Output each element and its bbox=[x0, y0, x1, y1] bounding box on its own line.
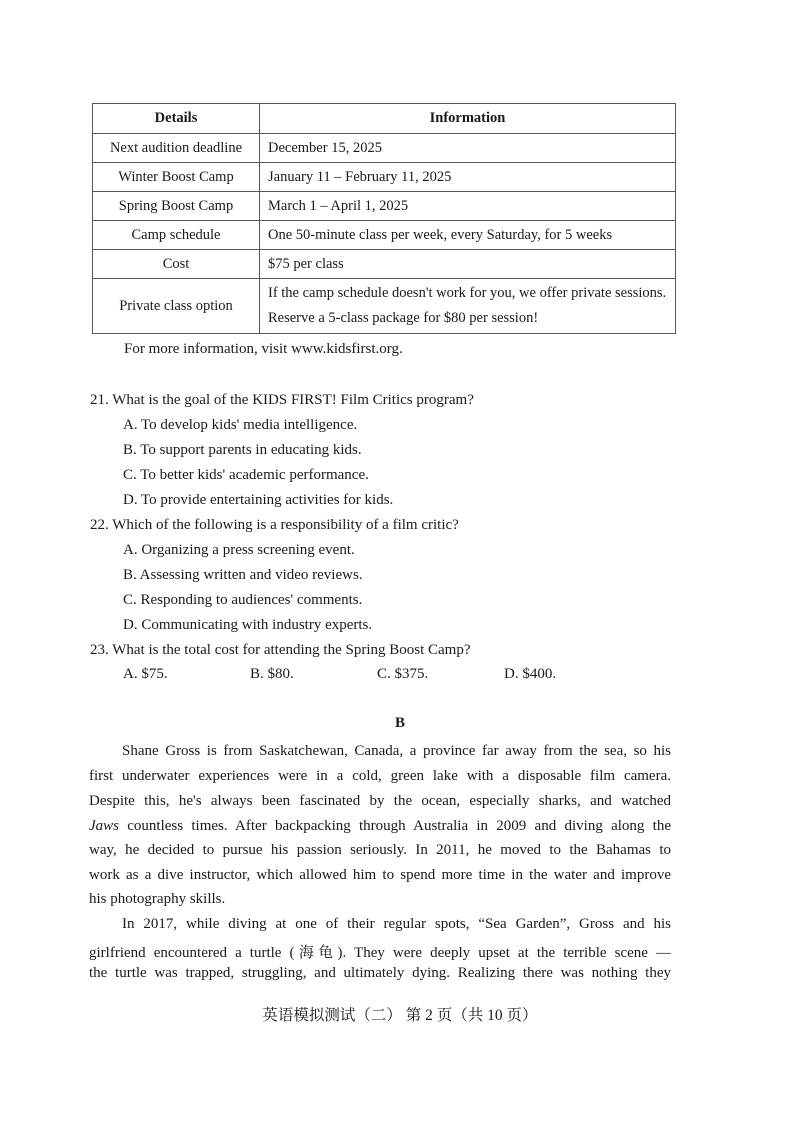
table-row bbox=[93, 192, 676, 221]
passage-line: work as a dive instructor, which allowed him to spend more time in the water and improve bbox=[89, 867, 671, 883]
option: C. To better kids' academic performance. bbox=[123, 467, 369, 483]
table-row bbox=[93, 279, 676, 334]
table-row bbox=[93, 221, 676, 250]
passage-line: the turtle was trapped, struggling, and ultimately dying. Realizing there was nothing they bbox=[89, 965, 671, 981]
table-row bbox=[93, 163, 676, 192]
header-details: Details bbox=[93, 104, 260, 134]
more-info-text: For more information, visit www.kidsfirst.org. bbox=[124, 341, 403, 357]
option: D. Communicating with industry experts. bbox=[123, 617, 373, 633]
detail-cell: Private class option bbox=[93, 279, 260, 334]
passage-line: In 2017, while diving at one of their regular spots, “Sea Garden”, Gross and his bbox=[122, 916, 671, 932]
question-21: 21. What is the goal of the KIDS FIRST! Film Critics program? bbox=[90, 392, 474, 408]
option: C. Responding to audiences' comments. bbox=[123, 592, 363, 608]
option: B. $80. bbox=[250, 666, 294, 682]
camp-info-table bbox=[92, 103, 676, 334]
detail-cell: Spring Boost Camp bbox=[93, 192, 260, 221]
question-22: 22. Which of the following is a responsibility of a film critic? bbox=[90, 517, 459, 533]
info-cell: March 1 – April 1, 2025 bbox=[260, 192, 676, 221]
jaws-title: Jaws bbox=[89, 818, 119, 834]
passage-line: girlfriend encountered a turtle (海龟). They were deeply upset at the terrible scene — bbox=[89, 945, 671, 961]
detail-cell: Cost bbox=[93, 250, 260, 279]
option: A. To develop kids' media intelligence. bbox=[123, 417, 358, 433]
option: A. Organizing a press screening event. bbox=[123, 542, 355, 558]
passage-line: first underwater experiences were in a cold, green lake with a disposable film camera. bbox=[89, 768, 671, 784]
passage-line: his photography skills. bbox=[89, 891, 226, 907]
info-cell: January 11 – February 11, 2025 bbox=[260, 163, 676, 192]
option: B. To support parents in educating kids. bbox=[123, 442, 362, 458]
passage-line: Jaws countless times. After backpacking through Australia in 2009 and diving along the bbox=[89, 818, 671, 834]
passage-line: Shane Gross is from Saskatchewan, Canada, a province far away from the sea, so his bbox=[122, 743, 671, 759]
info-cell: $75 per class bbox=[260, 250, 676, 279]
info-cell: One 50-minute class per week, every Saturday, for 5 weeks bbox=[260, 221, 676, 250]
header-information: Information bbox=[260, 104, 676, 134]
table-row bbox=[93, 250, 676, 279]
question-23: 23. What is the total cost for attending the Spring Boost Camp? bbox=[90, 642, 471, 658]
option: B. Assessing written and video reviews. bbox=[123, 567, 363, 583]
info-cell: December 15, 2025 bbox=[260, 134, 676, 163]
detail-cell: Winter Boost Camp bbox=[93, 163, 260, 192]
option: C. $375. bbox=[377, 666, 429, 682]
table-row bbox=[93, 134, 676, 163]
detail-cell: Camp schedule bbox=[93, 221, 260, 250]
option: D. $400. bbox=[504, 666, 557, 682]
passage-line: Despite this, he's always been fascinated by the ocean, especially sharks, and watched bbox=[89, 793, 671, 809]
detail-cell: Next audition deadline bbox=[93, 134, 260, 163]
info-cell: If the camp schedule doesn't work for you, we offer private sessions. Reserve a 5-class package for $80 per session! bbox=[260, 279, 676, 334]
page-footer: 英语模拟测试（二） 第 2 页（共 10 页） bbox=[262, 1007, 538, 1024]
passage-line: way, he decided to pursue his passion seriously. In 2011, he moved to the Bahamas to bbox=[89, 842, 671, 858]
section-title: B bbox=[394, 715, 405, 731]
option: A. $75. bbox=[123, 666, 168, 682]
option: D. To provide entertaining activities for kids. bbox=[123, 492, 394, 508]
